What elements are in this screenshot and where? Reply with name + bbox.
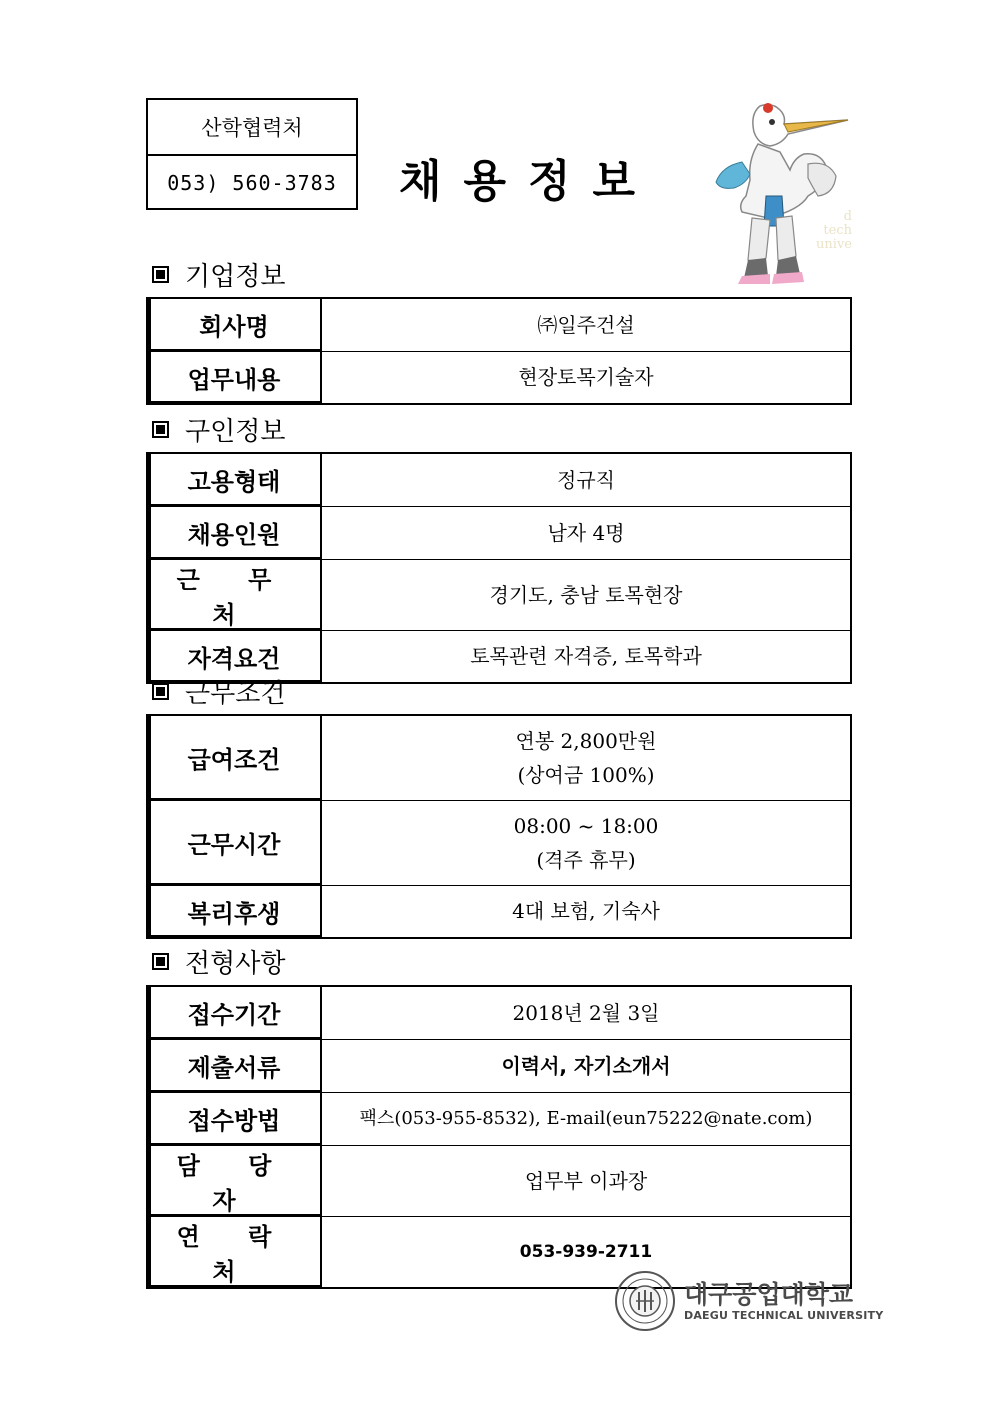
row-value: ㈜일주건설 [321, 298, 851, 351]
university-seal-icon [614, 1270, 676, 1332]
table-row [147, 715, 851, 800]
table-row [147, 1145, 851, 1216]
table-row [147, 1039, 851, 1092]
conditions-table [146, 714, 852, 939]
university-logo [614, 1270, 883, 1332]
row-value: 연봉 2,800만원 (상여금 100%) [321, 715, 851, 800]
row-label: 담 당 자 [147, 1145, 321, 1216]
square-bullet-icon [152, 683, 169, 700]
row-value: 053-939-2711 [321, 1216, 851, 1288]
university-name [684, 1281, 883, 1322]
row-label: 회사명 [147, 298, 321, 351]
row-label: 채용인원 [147, 506, 321, 559]
table-row [147, 351, 851, 404]
square-bullet-icon [152, 953, 169, 970]
row-label: 근 무 처 [147, 559, 321, 630]
row-label: 급여조건 [147, 715, 321, 800]
contact-label: 산학협력처 [148, 100, 356, 156]
row-label: 고용형태 [147, 453, 321, 506]
row-label: 복리후생 [147, 885, 321, 938]
row-value: 남자 4명 [321, 506, 851, 559]
section-heading-company: 기업정보 [152, 254, 285, 294]
table-row [147, 986, 851, 1039]
row-label: 업무내용 [147, 351, 321, 404]
university-name-en: DAEGU TECHNICAL UNIVERSITY [684, 1308, 884, 1322]
table-row [147, 559, 851, 630]
company-table [146, 297, 852, 405]
section-heading-conditions: 근무조건 [152, 671, 285, 711]
row-label: 제출서류 [147, 1039, 321, 1092]
row-label: 연 락 처 [147, 1216, 321, 1288]
table-row [147, 800, 851, 885]
row-value: 4대 보험, 기숙사 [321, 885, 851, 938]
row-value: 이력서, 자기소개서 [321, 1039, 851, 1092]
table-row [147, 885, 851, 938]
row-value: 경기도, 충남 토목현장 [321, 559, 851, 630]
row-value: 팩스(053-955-8532), E-mail(eun75222@nate.com) [321, 1092, 851, 1145]
table-row [147, 453, 851, 506]
contact-phone: 053) 560-3783 [167, 171, 337, 195]
table-row [147, 506, 851, 559]
row-value: 토목관련 자격증, 토목학과 [321, 630, 851, 683]
row-value: 2018년 2월 3일 [321, 986, 851, 1039]
mascot-watermark: d tech unive [816, 209, 852, 252]
square-bullet-icon [152, 421, 169, 438]
contact-box [146, 98, 358, 210]
section-heading-selection: 전형사항 [152, 941, 285, 981]
page-title: 채용정보 [398, 156, 657, 207]
table-row [147, 298, 851, 351]
row-label: 자격요건 [147, 630, 321, 683]
row-value: 업무부 이과장 [321, 1145, 851, 1216]
square-bullet-icon [152, 266, 169, 283]
crane-mascot-icon [708, 100, 853, 290]
row-label: 근무시간 [147, 800, 321, 885]
university-name-ko: 대구공업대학교 [684, 1279, 854, 1309]
section-heading-recruit: 구인정보 [152, 409, 285, 449]
table-row [147, 1092, 851, 1145]
row-value: 현장토목기술자 [321, 351, 851, 404]
selection-table [146, 985, 852, 1289]
recruit-table [146, 452, 852, 684]
row-value: 정규직 [321, 453, 851, 506]
row-label: 접수기간 [147, 986, 321, 1039]
row-value: 08:00 ~ 18:00 (격주 휴무) [321, 800, 851, 885]
row-label: 접수방법 [147, 1092, 321, 1145]
